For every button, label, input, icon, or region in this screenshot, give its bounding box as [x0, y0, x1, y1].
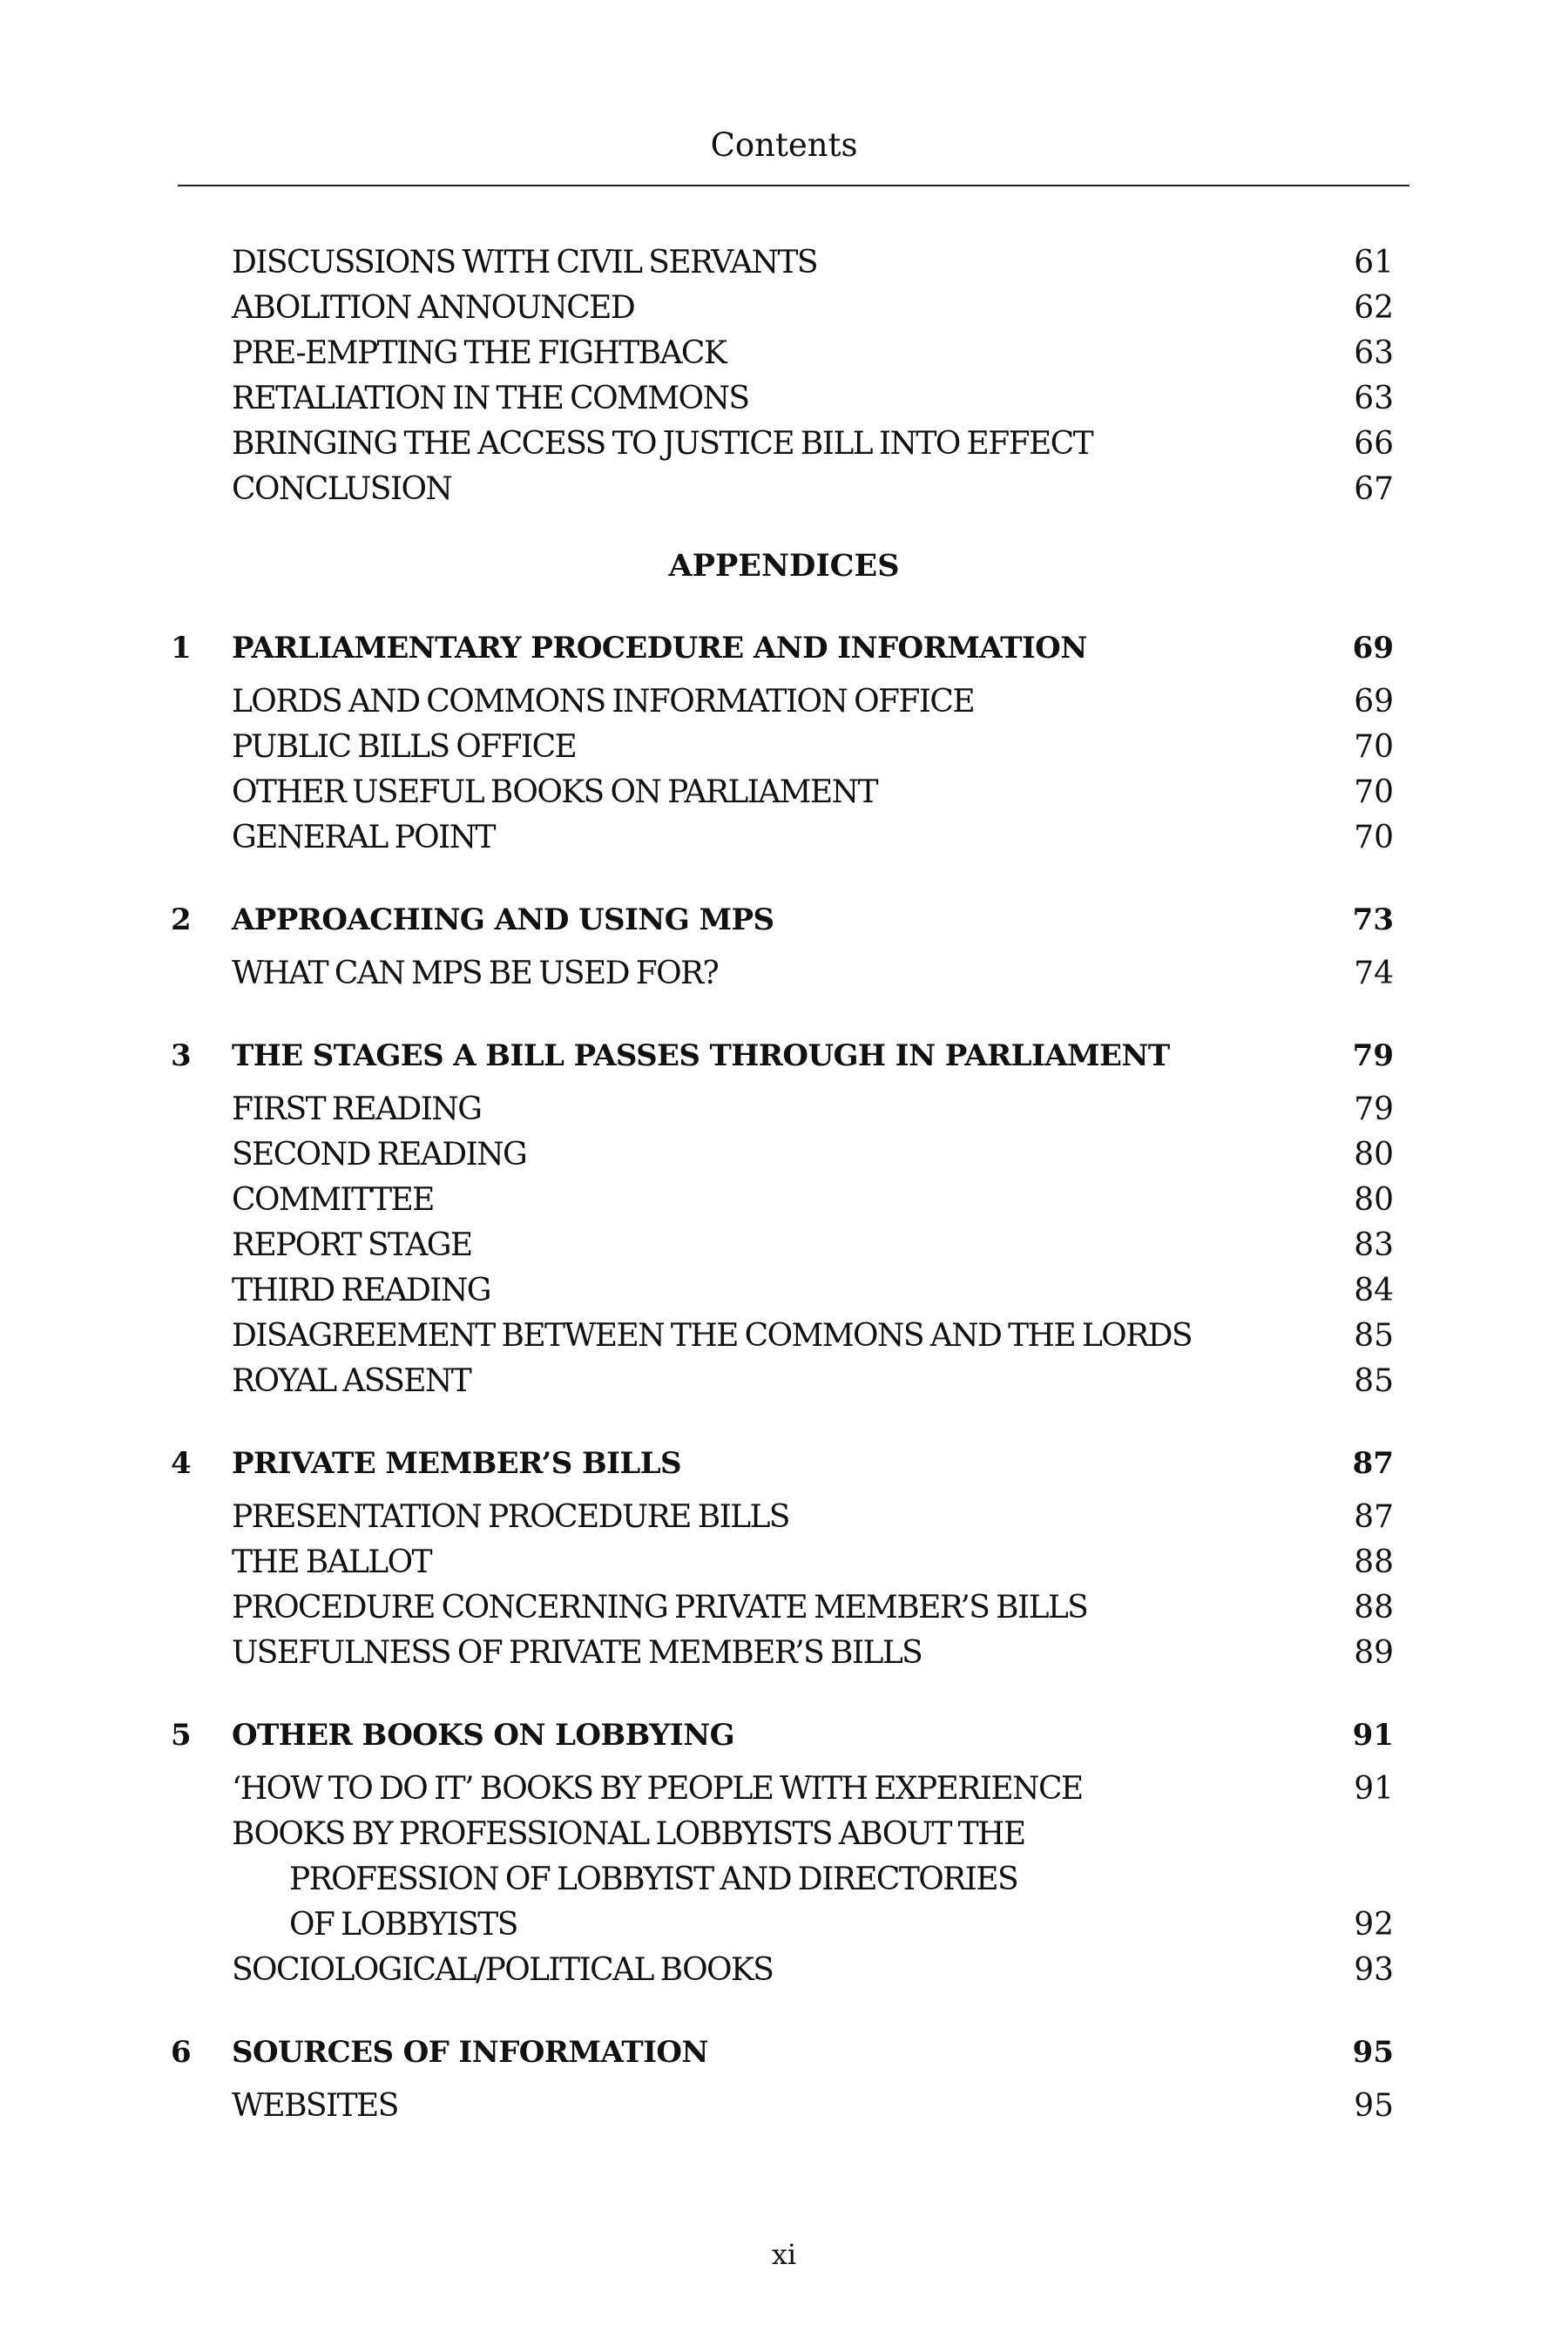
- toc-entry: [0, 1767, 1568, 1812]
- toc-entry-title: BRINGING THE ACCESS TO JUSTICE BILL INTO EFFECT: [232, 426, 1092, 462]
- toc-entry-page: 69: [1354, 684, 1394, 720]
- toc-entry-title: WHAT CAN MPS BE USED FOR?: [232, 956, 719, 991]
- toc-entry-title: THE BALLOT: [232, 1544, 431, 1580]
- toc-entry-page: 91: [1354, 1771, 1394, 1807]
- appendix-page: 79: [1352, 1038, 1394, 1073]
- toc-entry-title: GENERAL POINT: [232, 820, 495, 855]
- table-of-contents: [0, 240, 1568, 2129]
- appendix-page: 95: [1352, 2035, 1394, 2070]
- toc-entry-title: SECOND READING: [232, 1137, 527, 1173]
- toc-entry-title-line: OF LOBBYISTS: [289, 1907, 517, 1943]
- appendix-number: 1: [171, 631, 192, 666]
- toc-entry-page: 84: [1354, 1273, 1394, 1308]
- toc-entry-title: COMMITTEE: [232, 1182, 434, 1218]
- toc-entry-page: 85: [1354, 1363, 1394, 1399]
- toc-entry-title-line: BOOKS BY PROFESSIONAL LOBBYISTS ABOUT THE: [232, 1816, 1025, 1852]
- appendix-number: 6: [171, 2035, 192, 2070]
- toc-entry: [0, 679, 1568, 725]
- header-rule: [178, 185, 1409, 186]
- toc-entry: [0, 422, 1568, 467]
- running-head: Contents: [710, 126, 858, 164]
- toc-entry: [0, 2084, 1568, 2129]
- toc-entry-title: CONCLUSION: [232, 471, 452, 507]
- appendix-number: 3: [171, 1038, 192, 1073]
- toc-entry-title: ABOLITION ANNOUNCED: [232, 290, 635, 326]
- page-folio: xi: [771, 2238, 797, 2271]
- appendix-title: THE STAGES A BILL PASSES THROUGH IN PARLIAMENT: [232, 1038, 1170, 1073]
- toc-entry-page: 92: [1354, 1907, 1394, 1943]
- appendix-heading: [0, 1033, 1568, 1078]
- appendix-heading: [0, 1713, 1568, 1758]
- toc-entry-page: 93: [1354, 1952, 1394, 1988]
- appendix-page: 69: [1352, 631, 1394, 666]
- toc-entry-page: 80: [1354, 1137, 1394, 1173]
- toc-entry: [0, 1178, 1568, 1223]
- toc-entry-title: REPORT STAGE: [232, 1227, 472, 1263]
- toc-entry: [0, 725, 1568, 770]
- toc-entry-title: THIRD READING: [232, 1273, 490, 1308]
- toc-entry-multiline: [0, 1812, 1568, 1948]
- toc-entry: [0, 1223, 1568, 1268]
- appendix-heading: [0, 897, 1568, 943]
- toc-entry-title: ‘HOW TO DO IT’ BOOKS BY PEOPLE WITH EXPERIENCE: [232, 1771, 1083, 1807]
- toc-entry-page: 63: [1354, 381, 1394, 416]
- toc-entry: [0, 376, 1568, 422]
- toc-entry-page: 88: [1354, 1544, 1394, 1580]
- toc-entry: [0, 1585, 1568, 1631]
- toc-entry-page: 70: [1354, 820, 1394, 855]
- toc-entry: [0, 240, 1568, 286]
- toc-entry-page: 62: [1354, 290, 1394, 326]
- toc-entry: [0, 1359, 1568, 1404]
- toc-entry-page: 63: [1354, 335, 1394, 371]
- appendix-number: 5: [171, 1718, 192, 1753]
- toc-entry-page: 74: [1354, 956, 1394, 991]
- toc-entry-title: LORDS AND COMMONS INFORMATION OFFICE: [232, 684, 975, 720]
- toc-entry: [0, 467, 1568, 512]
- toc-entry: [0, 1540, 1568, 1585]
- appendix-page: 73: [1352, 902, 1394, 937]
- appendix-number: 4: [171, 1446, 192, 1481]
- appendix-page: 91: [1352, 1718, 1394, 1753]
- appendix-title: PRIVATE MEMBER’S BILLS: [232, 1446, 681, 1481]
- toc-entry: [0, 331, 1568, 376]
- appendix-title: SOURCES OF INFORMATION: [232, 2035, 708, 2070]
- toc-entry-title: WEBSITES: [232, 2088, 398, 2124]
- toc-entry-title: USEFULNESS OF PRIVATE MEMBER’S BILLS: [232, 1635, 923, 1671]
- appendix-number: 2: [171, 902, 192, 937]
- toc-entry-title: ROYAL ASSENT: [232, 1363, 471, 1399]
- appendices-heading: APPENDICES: [668, 548, 900, 584]
- toc-entry-page: 95: [1354, 2088, 1394, 2124]
- toc-entry-title: PRESENTATION PROCEDURE BILLS: [232, 1499, 789, 1535]
- toc-entry-page: 87: [1354, 1499, 1394, 1535]
- toc-entry-title: DISAGREEMENT BETWEEN THE COMMONS AND THE LORDS: [232, 1318, 1192, 1354]
- toc-entry-page: 80: [1354, 1182, 1394, 1218]
- toc-entry-page: 66: [1354, 426, 1394, 462]
- toc-entry-title: PRE-EMPTING THE FIGHTBACK: [232, 335, 727, 371]
- toc-entry: [0, 1495, 1568, 1540]
- appendix-heading: [0, 2030, 1568, 2075]
- toc-entry-page: 70: [1354, 774, 1394, 810]
- toc-entry: [0, 815, 1568, 861]
- toc-entry-title: PROCEDURE CONCERNING PRIVATE MEMBER’S BILLS: [232, 1590, 1088, 1625]
- toc-entry: [0, 1132, 1568, 1178]
- toc-entry: [0, 286, 1568, 331]
- appendix-title: APPROACHING AND USING MPS: [232, 902, 774, 937]
- toc-entry-page: 61: [1354, 245, 1394, 280]
- toc-entry-page: 88: [1354, 1590, 1394, 1625]
- appendix-page: 87: [1352, 1446, 1394, 1481]
- toc-entry: [0, 1268, 1568, 1314]
- toc-entry-title: SOCIOLOGICAL/POLITICAL BOOKS: [232, 1952, 774, 1988]
- toc-entry: [0, 1314, 1568, 1359]
- toc-entry: [0, 770, 1568, 815]
- toc-entry: [0, 1631, 1568, 1676]
- appendix-heading: [0, 1441, 1568, 1486]
- toc-entry-title: PUBLIC BILLS OFFICE: [232, 729, 577, 765]
- toc-entry-title: DISCUSSIONS WITH CIVIL SERVANTS: [232, 245, 817, 280]
- appendix-title: PARLIAMENTARY PROCEDURE AND INFORMATION: [232, 631, 1087, 666]
- toc-entry: [0, 1087, 1568, 1132]
- appendix-heading: [0, 625, 1568, 671]
- toc-entry-title: RETALIATION IN THE COMMONS: [232, 381, 749, 416]
- toc-entry-page: 79: [1354, 1092, 1394, 1127]
- toc-entry-page: 70: [1354, 729, 1394, 765]
- toc-entry: [0, 1948, 1568, 1993]
- toc-entry: [0, 951, 1568, 997]
- toc-entry-page: 83: [1354, 1227, 1394, 1263]
- toc-entry-title-line: PROFESSION OF LOBBYIST AND DIRECTORIES: [289, 1862, 1018, 1897]
- toc-entry-title: OTHER USEFUL BOOKS ON PARLIAMENT: [232, 774, 877, 810]
- toc-entry-page: 85: [1354, 1318, 1394, 1354]
- toc-entry-page: 67: [1354, 471, 1394, 507]
- toc-entry-title: FIRST READING: [232, 1092, 482, 1127]
- appendix-title: OTHER BOOKS ON LOBBYING: [232, 1718, 735, 1753]
- toc-entry-page: 89: [1354, 1635, 1394, 1671]
